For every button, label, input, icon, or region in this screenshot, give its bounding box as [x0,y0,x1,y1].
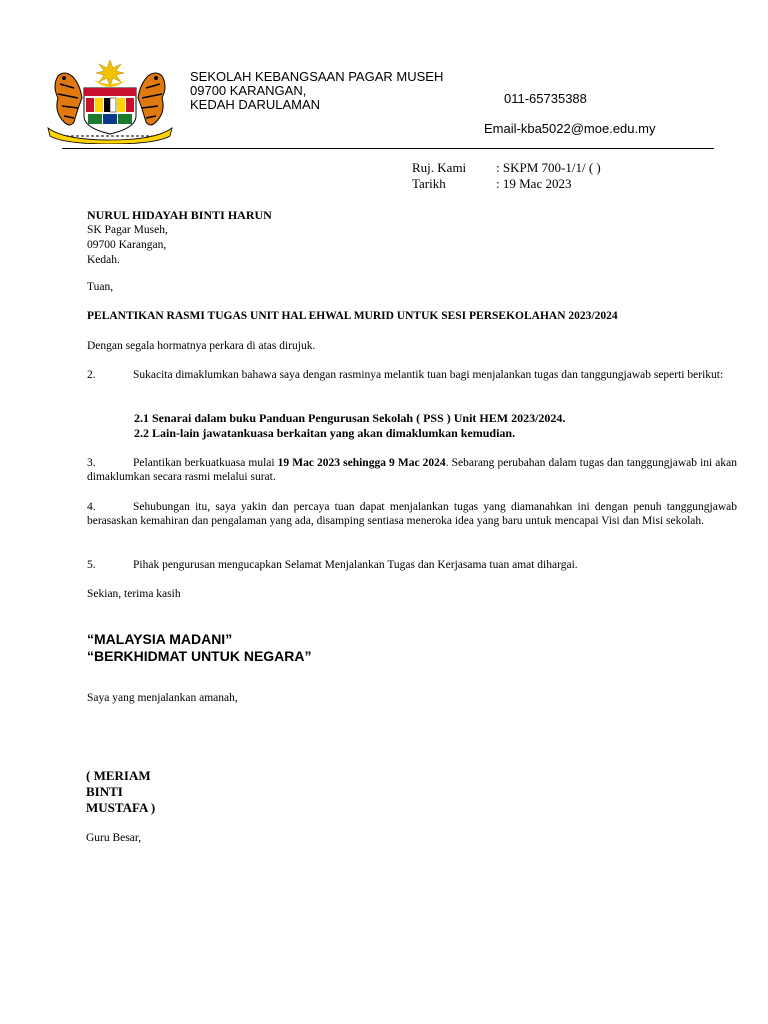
recipient-name: NURUL HIDAYAH BINTI HARUN [87,208,272,222]
paragraph-3 [87,457,737,484]
paragraph-2-text: Sukacita dimaklumkan bahawa saya dengan rasminya melantik tuan bagi menjalankan tugas dan tanggungjawab seperti berikut: [133,369,724,381]
recipient-line-3: Kedah. [87,254,120,266]
paragraph-3-number: 3. [87,457,96,469]
motto-malaysia-madani: “MALAYSIA MADANI” [87,631,233,647]
paragraph-3-text-b: . Sebarang perubahan dalam tugas dan tanggungjawab ini akan dimaklumkan secara rasmi melalui surat. [87,457,738,483]
address-line-2: KEDAH DARULAMAN [190,97,321,112]
recipient-block [87,208,272,268]
tarikh-label: Tarikh [412,176,446,191]
paragraph-5 [87,559,737,573]
recipient-line-1: SK Pagar Museh, [87,224,168,236]
ruj-label: Ruj. Kami [412,160,467,175]
subject-line: PELANTIKAN RASMI TUGAS UNIT HAL EHWAL MURID UNTUK SESI PERSEKOLAHAN 2023/2024 [87,310,618,322]
salutation: Tuan, [87,281,114,293]
motto-block [87,631,312,665]
recipient-line-2: 09700 Karangan, [87,239,167,251]
paragraph-4-text: Sehubungan itu, saya yakin dan percaya tuan dapat menjalankan tugas yang diamanahkan ini dengan penuh tanggungjawab berasaskan kemahiran dan pengalaman yang ada, disamping sentiasa meneroka idea yang baru untuk mencapai Visi dan Misi sekolah. [87,501,737,527]
paragraph-3-date-range: 19 Mac 2023 sehingga 9 Mac 2024 [277,457,446,469]
paragraph-2 [87,369,737,383]
duty-item-1: 2.1 Senarai dalam buku Panduan Pengurusan Sekolah ( PSS ) Unit HEM 2023/2024. [134,411,566,425]
tarikh-value: : 19 Mac 2023 [496,176,572,191]
opening-line: Dengan segala hormatnya perkara di atas dirujuk. [87,340,316,352]
paragraph-5-number: 5. [87,559,96,571]
paragraph-2-number: 2. [87,369,96,381]
duty-item-2: 2.2 Lain-lain jawatankuasa berkaitan yang akan dimaklumkan kemudian. [134,426,516,440]
school-name: SEKOLAH KEBANGSAAN PAGAR MUSEH [190,69,444,84]
signatory-title: Guru Besar, [86,832,142,844]
school-email: Email-kba5022@moe.edu.my [484,121,656,136]
duty-list [134,411,565,441]
school-address-block [190,70,443,112]
paragraph-4 [87,501,737,528]
motto-berkhidmat: “BERKHIDMAT UNTUK NEGARA” [87,648,312,664]
address-line-1: 09700 KARANGAN, [190,83,307,98]
paragraph-4-number: 4. [87,501,96,513]
closing-line: Sekian, terima kasih [87,588,181,600]
sign-off: Saya yang menjalankan amanah, [87,692,238,704]
header-divider [62,148,714,149]
malaysia-coat-of-arms-icon [44,58,176,144]
ruj-value: : SKPM 700-1/1/ ( ) [496,160,601,175]
signatory-name: ( MERIAM BINTI MUSTAFA ) [86,768,156,815]
school-phone: 011-65735388 [504,91,587,106]
paragraph-3-text-a: Pelantikan berkuatkuasa mulai [133,457,278,469]
paragraph-5-text: Pihak pengurusan mengucapkan Selamat Menjalankan Tugas dan Kerjasama tuan amat dihargai. [133,559,578,571]
